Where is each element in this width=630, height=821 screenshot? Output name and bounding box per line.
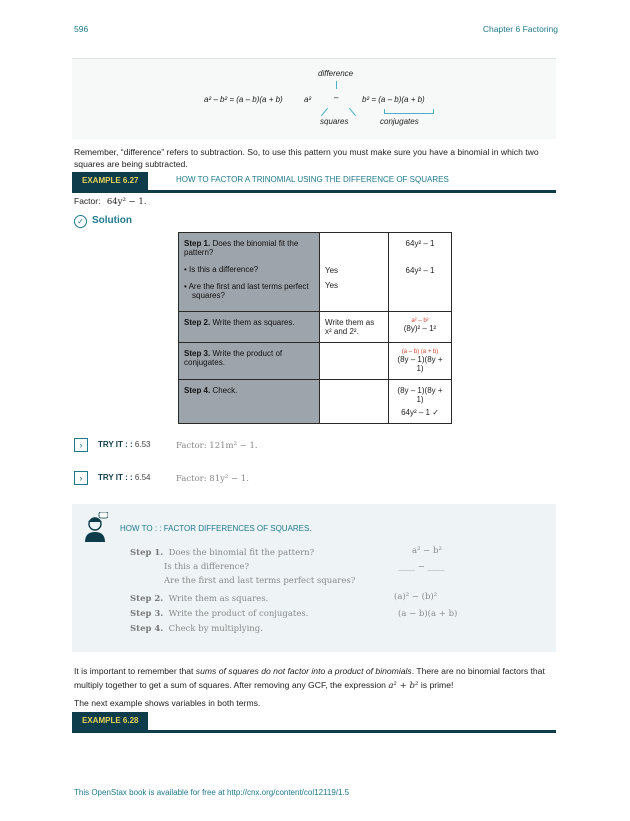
how-to-step-1-expr: a² − b²	[412, 546, 442, 556]
factor-expression: 64y² − 1.	[106, 197, 147, 207]
step-3-text: Write the product of conjugates.	[184, 349, 283, 367]
step-2-math	[389, 312, 452, 343]
step-3-expr: (8y – 1)(8y + 1)	[397, 355, 443, 373]
example-tag: EXAMPLE 6.27	[72, 172, 148, 190]
solution-steps-table	[178, 232, 452, 424]
important-expression: a² + b²	[388, 681, 419, 691]
how-to-step-3: Step 3. Write the product of conjugates.	[130, 609, 309, 619]
how-to-step-3-expr: (a − b)(a + b)	[398, 609, 458, 619]
step-1-row	[179, 233, 452, 312]
how-to-box	[72, 504, 556, 652]
step-1-text: Does the binomial fit the pattern?	[184, 239, 299, 257]
important-italic: sums of squares do not factor into a product of binomials	[195, 666, 412, 676]
step-3-title: Step 3.	[184, 349, 211, 358]
step-3-math	[389, 343, 452, 380]
step-1-middle	[320, 233, 389, 312]
how-to-step-1b: Are the first and last terms perfect squares?	[164, 576, 356, 586]
try-it-label: TRY IT : : 6.53	[98, 440, 151, 449]
how-to-step-1a: Is this a difference?	[164, 562, 250, 572]
step-4-description	[179, 380, 320, 424]
step-3-pattern: (a – b) (a + b)	[401, 349, 439, 355]
squares-label: squares	[320, 117, 349, 126]
step-2-text: Write them as squares.	[210, 318, 295, 327]
footer-link[interactable]: This OpenStax book is available for free at http://cnx.org/content/col12119/1.5	[74, 788, 350, 797]
difference-of-squares-diagram	[72, 58, 556, 139]
example-title: HOW TO FACTOR A TRINOMIAL USING THE DIFFERENCE OF SQUARES	[176, 175, 449, 184]
try-it-number: 6.54	[134, 473, 151, 482]
step-2-title: Step 2.	[184, 318, 211, 327]
example-header	[72, 172, 556, 193]
minus-sign: –	[334, 93, 339, 102]
step-1-expr-2: 64y² – 1	[405, 266, 435, 275]
step-2-description	[179, 312, 320, 343]
chevron-right-icon[interactable]: ›	[74, 438, 88, 452]
example-tag-2: EXAMPLE 6.28	[72, 712, 148, 730]
next-example-text: The next example shows variables in both terms.	[74, 698, 261, 708]
step-1-yes-1: Yes	[325, 266, 339, 275]
remember-paragraph: Remember, “difference” refers to subtraction. So, to use this pattern you must make sure you have a binomial in which two squares are being subtracted.	[74, 147, 539, 169]
difference-label: difference	[318, 69, 354, 78]
try-it-number: 6.53	[134, 440, 151, 449]
a-squared: a²	[304, 95, 312, 104]
how-to-step-2: Step 2. Write them as squares.	[130, 594, 269, 604]
step-4-expr-2: 64y² – 1 ✓	[401, 408, 439, 417]
how-to-step-4: Step 4. Check by multiplying.	[130, 624, 263, 634]
step-1-math	[389, 233, 452, 312]
step-1-title: Step 1.	[184, 239, 211, 248]
step-4-row	[179, 380, 452, 424]
step-2-middle: Write them as x² and 2².	[320, 312, 389, 343]
person-icon	[82, 512, 108, 544]
try-it-expression: Factor: 81y² − 1.	[176, 474, 249, 484]
step-4-title: Step 4.	[184, 386, 211, 395]
factor-prompt	[74, 196, 147, 207]
step-1-bullet-1: • Is this a difference?	[184, 265, 259, 274]
step-4-expr-1: (8y – 1)(8y + 1)	[397, 386, 443, 404]
factor-label: Factor:	[74, 196, 101, 206]
checkmark-icon: ✓	[74, 215, 87, 228]
solution-label: Solution	[92, 215, 132, 226]
step-1-expr-1: 64y² – 1	[405, 239, 435, 248]
step-2-row	[179, 312, 452, 343]
example-header-2	[72, 712, 556, 733]
try-it-label: TRY IT : : 6.54	[98, 473, 151, 482]
step-4-text: Check.	[210, 386, 238, 395]
step-1-yes-2: Yes	[325, 281, 339, 290]
important-paragraph: It is important to remember that sums of squares do not factor into a product of binomials. There are no binomial factors that multiply together to get a sum of squares. After removing any GCF, the expression a² + b² is prime!	[74, 666, 545, 691]
step-3-row	[179, 343, 452, 380]
step-3-description	[179, 343, 320, 380]
formula: a² – b² = (a – b)(a + b)	[204, 95, 283, 104]
step-1-bullet-2: • Are the first and last terms perfect squares?	[184, 282, 309, 300]
page-number: 596	[74, 24, 89, 34]
chapter-title: Chapter 6 Factoring	[482, 24, 558, 34]
step-4-middle	[320, 380, 389, 424]
how-to-step-1a-expr: ____ − ____	[398, 562, 445, 572]
arrow-difference	[336, 81, 337, 89]
step-3-middle	[320, 343, 389, 380]
conjugates-label: conjugates	[380, 117, 419, 126]
arrow-squares-right	[349, 108, 356, 116]
step-2-expr: (8y)² – 1²	[403, 324, 437, 333]
b-squared-eq: b² = (a – b)(a + b)	[362, 95, 425, 104]
step-4-math	[389, 380, 452, 424]
how-to-step-1: Step 1. Does the binomial fit the pattern?	[130, 548, 315, 558]
how-to-step-2-expr: (a)² − (b)²	[394, 592, 438, 602]
chevron-right-icon[interactable]: ›	[74, 471, 88, 485]
how-to-title: HOW TO : : FACTOR DIFFERENCES OF SQUARES.	[120, 524, 312, 533]
conjugates-bracket	[384, 109, 434, 114]
arrow-squares-left	[321, 108, 328, 116]
try-it-expression: Factor: 121m² − 1.	[176, 441, 258, 451]
step-1-description	[179, 233, 320, 312]
step-2-pattern: a² – b²	[411, 318, 429, 324]
